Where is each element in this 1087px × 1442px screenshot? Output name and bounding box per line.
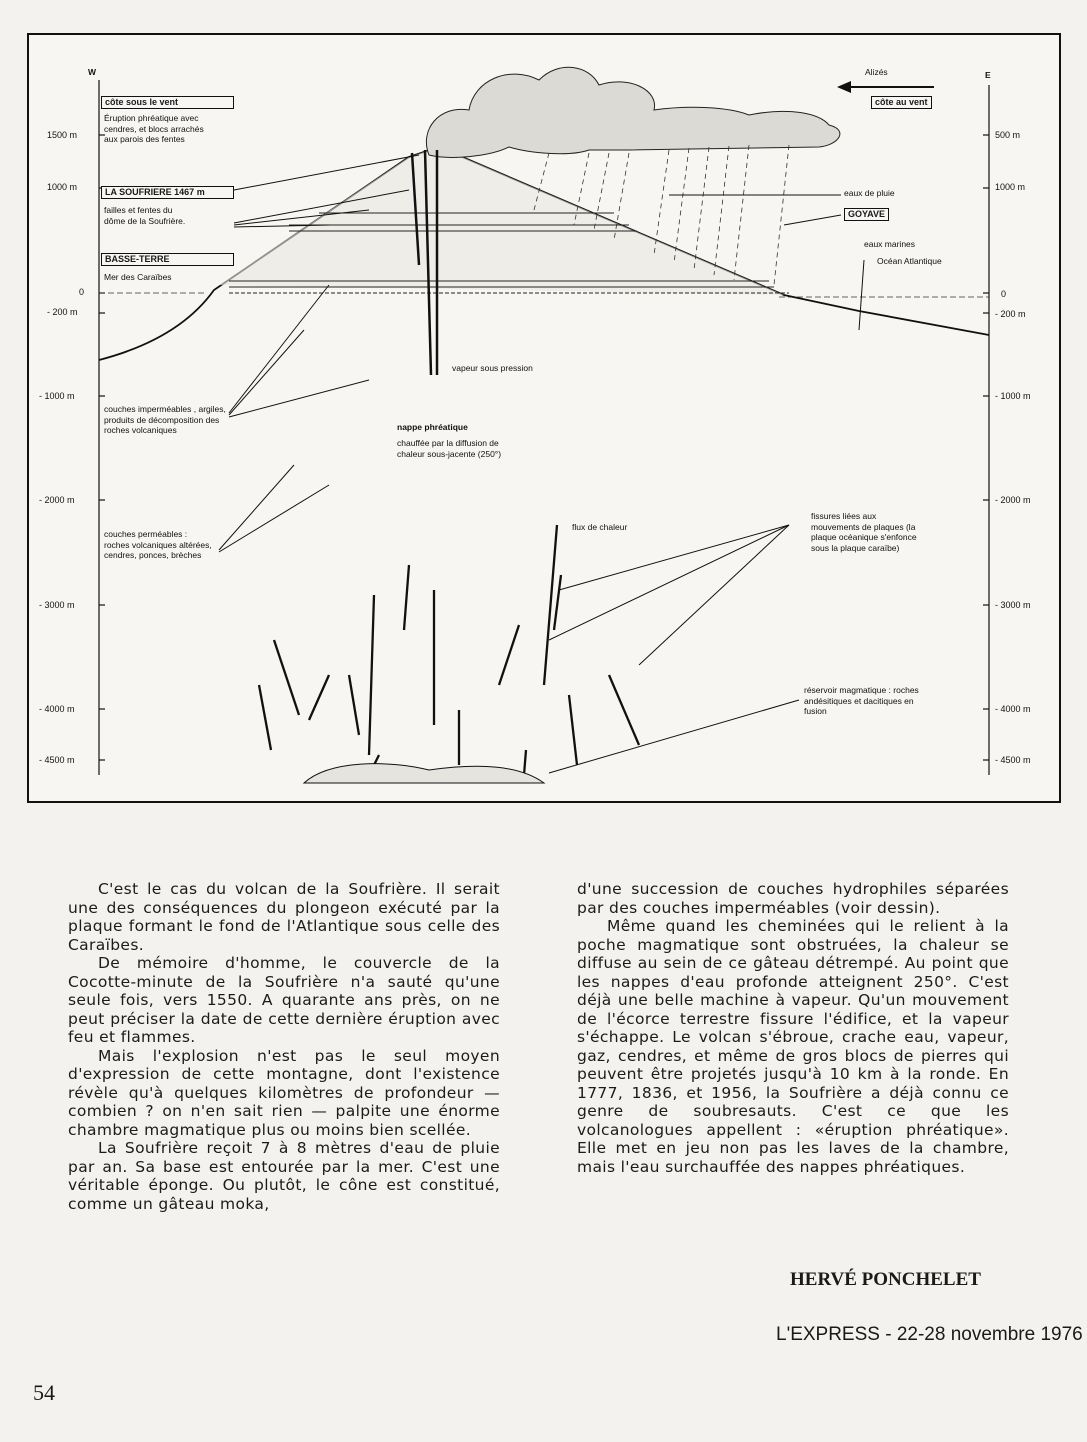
faults-label: failles et fentes du dôme de la Soufrière. xyxy=(104,205,186,226)
leeward-coast-box: côte sous le vent xyxy=(101,96,234,109)
paragraph: d'une succession de couches hydrophiles séparées par des couches imperméables (voir dessin). xyxy=(577,880,1009,917)
right-tick-0: 0 xyxy=(1001,289,1007,299)
right-tick-m4000: - 4000 m xyxy=(995,704,1031,714)
paragraph: Même quand les cheminées qui le relient à la poche magmatique sont obstruées, la chaleur se diffuse au sein de ce gâteau détrempé. Au point que les nappes d'eau profonde atteignent 250°. C'est déjà une belle machine à vapeur. Qu'un mouvement de l'écorce terrestre fissure l'édifice, et la vapeur s'échappe. Le volcan s'ébroue, crache eau, vapeur, gaz, cendres, et même de gros blocs de pierres qui peuvent être projetés jusqu'à 10 km à la ronde. En 1777, 1836, et 1956, la Soufrière a déjà connu ce genre de soubresauts. C'est ce que les volcanologues appellent : «éruption phréatique». Elle met en jeu non pas les laves de la chambre, mais l'eau surchauffée des nappes phréatiques. xyxy=(577,917,1009,1176)
left-tick-m3000: - 3000 m xyxy=(39,600,75,610)
atlantic-label: Océan Atlantique xyxy=(877,256,942,266)
left-tick-1000: 1000 m xyxy=(47,182,78,192)
rain-water-label: eaux de pluie xyxy=(844,188,895,198)
caribbean-sea-label: Mer des Caraïbes xyxy=(104,272,172,282)
right-tick-200: - 200 m xyxy=(995,309,1026,319)
soufriere-box: LA SOUFRIERE 1467 m xyxy=(101,186,234,199)
paragraph: La Soufrière reçoit 7 à 8 mètres d'eau de pluie par an. Sa base est entourée par la mer. C'est une véritable éponge. Ou plutôt, le cône est constitué, comme un gâteau moka, xyxy=(68,1139,500,1213)
article-column-1 xyxy=(68,880,500,1213)
paragraph: Mais l'explosion n'est pas le seul moyen d'expression de cette montagne, dont l'existence révèle qu'à quelques kilomètres de profondeur — combien ? on n'en sait rien — palpite une énorme chambre magmatique plus ou moins bien scellée. xyxy=(68,1046,500,1139)
paragraph: De mémoire d'homme, le couvercle de la Cocotte-minute de la Soufrière n'a sauté qu'une seule fois, vers 1550. A quarante ans près, on ne peut préciser la date de cette dernière éruption avec feu et flammes. xyxy=(68,954,500,1046)
left-tick-0: 0 xyxy=(79,287,85,297)
west-label: W xyxy=(88,67,97,77)
water-table-label: chauffée par la diffusion de chaleur sous-jacente (250°) xyxy=(397,438,502,459)
permeable-layers-label: couches perméables : roches volcaniques altérées, cendres, ponces, brèches xyxy=(104,529,212,560)
goyave-box: GOYAVE xyxy=(844,208,889,221)
left-tick-m4000: - 4000 m xyxy=(39,704,75,714)
wind-label: Alizés xyxy=(865,67,888,77)
right-tick-m1000: - 1000 m xyxy=(995,391,1031,401)
volcano-diagram xyxy=(27,33,1061,803)
reservoir-label: réservoir magmatique : roches andésitiques et dacitiques en fusion xyxy=(804,685,919,716)
right-tick-500: 500 m xyxy=(995,130,1021,140)
right-tick-m4500: - 4500 m xyxy=(995,755,1031,765)
author-name: HERVÉ PONCHELET xyxy=(790,1269,981,1290)
page-number: 54 xyxy=(33,1380,55,1405)
heat-flux-label: flux de chaleur xyxy=(572,522,628,532)
eruption-label: Éruption phréatique avec cendres, et blocs arrachés aux parois des fentes xyxy=(104,113,204,144)
sea-water-label: eaux marines xyxy=(864,239,916,249)
paragraph: C'est le cas du volcan de la Soufrière. Il serait une des conséquences du plongeon exécuté par la plaque formant le fond de l'Atlantique sous celle des Caraïbes. xyxy=(68,880,500,954)
left-tick-m1000: - 1000 m xyxy=(39,391,75,401)
water-table-title: nappe phréatique xyxy=(397,422,468,432)
east-label: E xyxy=(985,70,991,80)
right-tick-m2000: - 2000 m xyxy=(995,495,1031,505)
impermeable-layers-label: couches imperméables , argiles, produits de décomposition des roches volcaniques xyxy=(104,404,226,435)
right-tick-1000: 1000 m xyxy=(995,182,1026,192)
article-column-2 xyxy=(577,880,1009,1176)
left-tick-200: - 200 m xyxy=(47,307,78,317)
left-tick-m2000: - 2000 m xyxy=(39,495,75,505)
basse-terre-box: BASSE-TERRE xyxy=(101,253,234,266)
fissures-label: fissures liées aux mouvements de plaques (la plaque océanique s'enfonce sous la plaque caraïbe) xyxy=(811,511,917,553)
publication-source: L'EXPRESS - 22-28 novembre 1976 xyxy=(776,1324,1083,1345)
right-tick-m3000: - 3000 m xyxy=(995,600,1031,610)
windward-coast-box: côte au vent xyxy=(871,96,932,109)
left-tick-1500: 1500 m xyxy=(47,130,78,140)
steam-label: vapeur sous pression xyxy=(452,363,533,373)
left-tick-m4500: - 4500 m xyxy=(39,755,75,765)
